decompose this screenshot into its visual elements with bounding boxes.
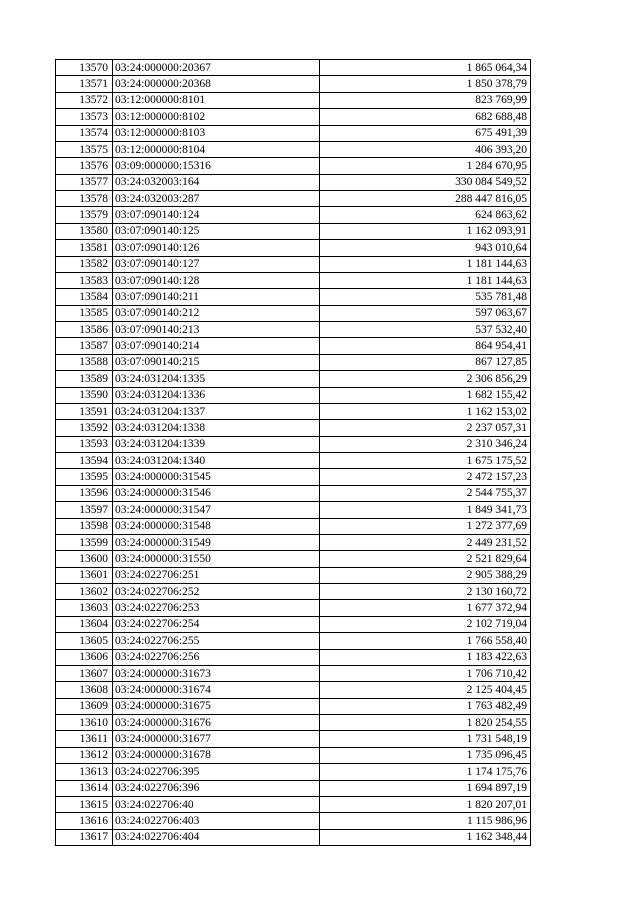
row-number-cell: 13590 xyxy=(56,387,113,403)
value-cell: 597 063,67 xyxy=(320,305,531,321)
table-row xyxy=(56,698,531,714)
value-cell: 2 521 829,64 xyxy=(320,551,531,567)
cadastral-number-cell: 03:07:090140:127 xyxy=(113,256,320,272)
cadastral-number-cell: 03:24:022706:253 xyxy=(113,600,320,616)
table-row xyxy=(56,141,531,157)
cadastral-number-cell: 03:07:090140:211 xyxy=(113,289,320,305)
row-number-cell: 13615 xyxy=(56,796,113,812)
cadastral-number-cell: 03:07:090140:212 xyxy=(113,305,320,321)
table-row xyxy=(56,715,531,731)
value-cell: 1 849 341,73 xyxy=(320,502,531,518)
table-row xyxy=(56,551,531,567)
table-row xyxy=(56,109,531,125)
row-number-cell: 13604 xyxy=(56,616,113,632)
value-cell: 867 127,85 xyxy=(320,354,531,370)
cadastral-number-cell: 03:24:000000:31677 xyxy=(113,731,320,747)
table-row xyxy=(56,403,531,419)
row-number-cell: 13575 xyxy=(56,141,113,157)
value-cell: 288 447 816,05 xyxy=(320,191,531,207)
cadastral-number-cell: 03:24:031204:1338 xyxy=(113,420,320,436)
table-row xyxy=(56,600,531,616)
cadastral-value-table xyxy=(55,59,531,846)
cadastral-number-cell: 03:24:022706:404 xyxy=(113,829,320,845)
row-number-cell: 13574 xyxy=(56,125,113,141)
value-cell: 2 125 404,45 xyxy=(320,682,531,698)
table-row xyxy=(56,305,531,321)
cadastral-number-cell: 03:24:031204:1337 xyxy=(113,403,320,419)
table-row xyxy=(56,256,531,272)
table-row xyxy=(56,453,531,469)
row-number-cell: 13588 xyxy=(56,354,113,370)
row-number-cell: 13570 xyxy=(56,60,113,76)
table-row xyxy=(56,158,531,174)
table-row xyxy=(56,272,531,288)
cadastral-number-cell: 03:24:022706:403 xyxy=(113,813,320,829)
row-number-cell: 13597 xyxy=(56,502,113,518)
cadastral-number-cell: 03:24:031204:1339 xyxy=(113,436,320,452)
table-row xyxy=(56,338,531,354)
row-number-cell: 13583 xyxy=(56,272,113,288)
row-number-cell: 13593 xyxy=(56,436,113,452)
table-row xyxy=(56,371,531,387)
value-cell: 1 162 093,91 xyxy=(320,223,531,239)
value-cell: 1 763 482,49 xyxy=(320,698,531,714)
cadastral-number-cell: 03:24:022706:40 xyxy=(113,796,320,812)
cadastral-number-cell: 03:07:090140:125 xyxy=(113,223,320,239)
cadastral-number-cell: 03:24:000000:31548 xyxy=(113,518,320,534)
value-cell: 2 905 388,29 xyxy=(320,567,531,583)
cadastral-number-cell: 03:07:090140:214 xyxy=(113,338,320,354)
table-row xyxy=(56,436,531,452)
table-row xyxy=(56,518,531,534)
value-cell: 864 954,41 xyxy=(320,338,531,354)
row-number-cell: 13577 xyxy=(56,174,113,190)
value-cell: 2 310 346,24 xyxy=(320,436,531,452)
row-number-cell: 13587 xyxy=(56,338,113,354)
value-cell: 1 284 670,95 xyxy=(320,158,531,174)
row-number-cell: 13600 xyxy=(56,551,113,567)
cadastral-number-cell: 03:24:031204:1335 xyxy=(113,371,320,387)
cadastral-number-cell: 03:12:000000:8101 xyxy=(113,92,320,108)
cadastral-number-cell: 03:24:000000:20368 xyxy=(113,76,320,92)
value-cell: 1 181 144,63 xyxy=(320,272,531,288)
cadastral-number-cell: 03:24:031204:1340 xyxy=(113,453,320,469)
row-number-cell: 13606 xyxy=(56,649,113,665)
row-number-cell: 13572 xyxy=(56,92,113,108)
value-cell: 1 677 372,94 xyxy=(320,600,531,616)
cadastral-number-cell: 03:07:090140:124 xyxy=(113,207,320,223)
value-cell: 1 865 064,34 xyxy=(320,60,531,76)
row-number-cell: 13594 xyxy=(56,453,113,469)
table-row xyxy=(56,764,531,780)
cadastral-number-cell: 03:24:032003:164 xyxy=(113,174,320,190)
table-row xyxy=(56,125,531,141)
row-number-cell: 13595 xyxy=(56,469,113,485)
cadastral-number-cell: 03:24:000000:31549 xyxy=(113,534,320,550)
cadastral-number-cell: 03:24:031204:1336 xyxy=(113,387,320,403)
table-row xyxy=(56,207,531,223)
value-cell: 675 491,39 xyxy=(320,125,531,141)
table-row xyxy=(56,633,531,649)
table-row xyxy=(56,780,531,796)
value-cell: 2 102 719,04 xyxy=(320,616,531,632)
table-row xyxy=(56,829,531,845)
cadastral-number-cell: 03:24:000000:31673 xyxy=(113,665,320,681)
table-row xyxy=(56,92,531,108)
cadastral-number-cell: 03:24:000000:20367 xyxy=(113,60,320,76)
value-cell: 1 694 897,19 xyxy=(320,780,531,796)
value-cell: 823 769,99 xyxy=(320,92,531,108)
cadastral-number-cell: 03:07:090140:128 xyxy=(113,272,320,288)
cadastral-number-cell: 03:24:022706:255 xyxy=(113,633,320,649)
value-cell: 1 820 254,55 xyxy=(320,715,531,731)
table-row xyxy=(56,76,531,92)
value-cell: 1 115 986,96 xyxy=(320,813,531,829)
table-row xyxy=(56,240,531,256)
cadastral-number-cell: 03:24:000000:31550 xyxy=(113,551,320,567)
value-cell: 1 183 422,63 xyxy=(320,649,531,665)
table-row xyxy=(56,174,531,190)
table-row xyxy=(56,616,531,632)
table-row xyxy=(56,387,531,403)
cadastral-number-cell: 03:24:022706:254 xyxy=(113,616,320,632)
cadastral-number-cell: 03:07:090140:213 xyxy=(113,322,320,338)
row-number-cell: 13579 xyxy=(56,207,113,223)
row-number-cell: 13610 xyxy=(56,715,113,731)
table-row xyxy=(56,813,531,829)
value-cell: 535 781,48 xyxy=(320,289,531,305)
cadastral-number-cell: 03:24:022706:396 xyxy=(113,780,320,796)
row-number-cell: 13599 xyxy=(56,534,113,550)
row-number-cell: 13614 xyxy=(56,780,113,796)
table-row xyxy=(56,682,531,698)
value-cell: 2 449 231,52 xyxy=(320,534,531,550)
row-number-cell: 13586 xyxy=(56,322,113,338)
row-number-cell: 13584 xyxy=(56,289,113,305)
table-row xyxy=(56,289,531,305)
value-cell: 2 130 160,72 xyxy=(320,584,531,600)
row-number-cell: 13611 xyxy=(56,731,113,747)
cadastral-number-cell: 03:24:000000:31547 xyxy=(113,502,320,518)
table-row xyxy=(56,796,531,812)
cadastral-number-cell: 03:24:000000:31678 xyxy=(113,747,320,763)
cadastral-number-cell: 03:24:000000:31675 xyxy=(113,698,320,714)
row-number-cell: 13573 xyxy=(56,109,113,125)
row-number-cell: 13608 xyxy=(56,682,113,698)
table-row xyxy=(56,354,531,370)
row-number-cell: 13598 xyxy=(56,518,113,534)
row-number-cell: 13596 xyxy=(56,485,113,501)
cadastral-number-cell: 03:07:090140:215 xyxy=(113,354,320,370)
table-row xyxy=(56,567,531,583)
value-cell: 682 688,48 xyxy=(320,109,531,125)
value-cell: 624 863,62 xyxy=(320,207,531,223)
cadastral-number-cell: 03:07:090140:126 xyxy=(113,240,320,256)
cadastral-number-cell: 03:12:000000:8104 xyxy=(113,141,320,157)
value-cell: 2 472 157,23 xyxy=(320,469,531,485)
row-number-cell: 13601 xyxy=(56,567,113,583)
value-cell: 1 766 558,40 xyxy=(320,633,531,649)
cadastral-number-cell: 03:24:000000:31546 xyxy=(113,485,320,501)
value-cell: 406 393,20 xyxy=(320,141,531,157)
value-cell: 1 162 153,02 xyxy=(320,403,531,419)
value-cell: 330 084 549,52 xyxy=(320,174,531,190)
value-cell: 1 675 175,52 xyxy=(320,453,531,469)
row-number-cell: 13581 xyxy=(56,240,113,256)
row-number-cell: 13582 xyxy=(56,256,113,272)
table-row xyxy=(56,469,531,485)
table-row xyxy=(56,60,531,76)
cadastral-number-cell: 03:24:000000:31674 xyxy=(113,682,320,698)
cadastral-number-cell: 03:24:032003:287 xyxy=(113,191,320,207)
row-number-cell: 13616 xyxy=(56,813,113,829)
value-cell: 537 532,40 xyxy=(320,322,531,338)
value-cell: 1 174 175,76 xyxy=(320,764,531,780)
row-number-cell: 13580 xyxy=(56,223,113,239)
value-cell: 1 731 548,19 xyxy=(320,731,531,747)
cadastral-number-cell: 03:24:022706:256 xyxy=(113,649,320,665)
value-cell: 2 544 755,37 xyxy=(320,485,531,501)
row-number-cell: 13592 xyxy=(56,420,113,436)
row-number-cell: 13589 xyxy=(56,371,113,387)
value-cell: 1 682 155,42 xyxy=(320,387,531,403)
table-row xyxy=(56,534,531,550)
table-row xyxy=(56,584,531,600)
cadastral-number-cell: 03:09:000000:15316 xyxy=(113,158,320,174)
row-number-cell: 13571 xyxy=(56,76,113,92)
value-cell: 1 272 377,69 xyxy=(320,518,531,534)
row-number-cell: 13613 xyxy=(56,764,113,780)
cadastral-number-cell: 03:12:000000:8103 xyxy=(113,125,320,141)
value-cell: 943 010,64 xyxy=(320,240,531,256)
row-number-cell: 13585 xyxy=(56,305,113,321)
value-cell: 2 306 856,29 xyxy=(320,371,531,387)
value-cell: 2 237 057,31 xyxy=(320,420,531,436)
cadastral-number-cell: 03:24:022706:395 xyxy=(113,764,320,780)
value-cell: 1 820 207,01 xyxy=(320,796,531,812)
cadastral-number-cell: 03:24:000000:31676 xyxy=(113,715,320,731)
table-row xyxy=(56,502,531,518)
row-number-cell: 13576 xyxy=(56,158,113,174)
cadastral-number-cell: 03:12:000000:8102 xyxy=(113,109,320,125)
value-cell: 1 162 348,44 xyxy=(320,829,531,845)
table-row xyxy=(56,223,531,239)
value-cell: 1 181 144,63 xyxy=(320,256,531,272)
table-row xyxy=(56,731,531,747)
table-body xyxy=(56,60,531,846)
table-row xyxy=(56,322,531,338)
table-row xyxy=(56,665,531,681)
row-number-cell: 13612 xyxy=(56,747,113,763)
value-cell: 1 735 096,45 xyxy=(320,747,531,763)
cadastral-number-cell: 03:24:022706:252 xyxy=(113,584,320,600)
cadastral-number-cell: 03:24:022706:251 xyxy=(113,567,320,583)
value-cell: 1 850 378,79 xyxy=(320,76,531,92)
table-row xyxy=(56,747,531,763)
table-row xyxy=(56,649,531,665)
table-row xyxy=(56,485,531,501)
value-cell: 1 706 710,42 xyxy=(320,665,531,681)
row-number-cell: 13602 xyxy=(56,584,113,600)
table-row xyxy=(56,191,531,207)
row-number-cell: 13578 xyxy=(56,191,113,207)
row-number-cell: 13603 xyxy=(56,600,113,616)
row-number-cell: 13605 xyxy=(56,633,113,649)
row-number-cell: 13609 xyxy=(56,698,113,714)
row-number-cell: 13617 xyxy=(56,829,113,845)
cadastral-number-cell: 03:24:000000:31545 xyxy=(113,469,320,485)
row-number-cell: 13591 xyxy=(56,403,113,419)
table-row xyxy=(56,420,531,436)
row-number-cell: 13607 xyxy=(56,665,113,681)
